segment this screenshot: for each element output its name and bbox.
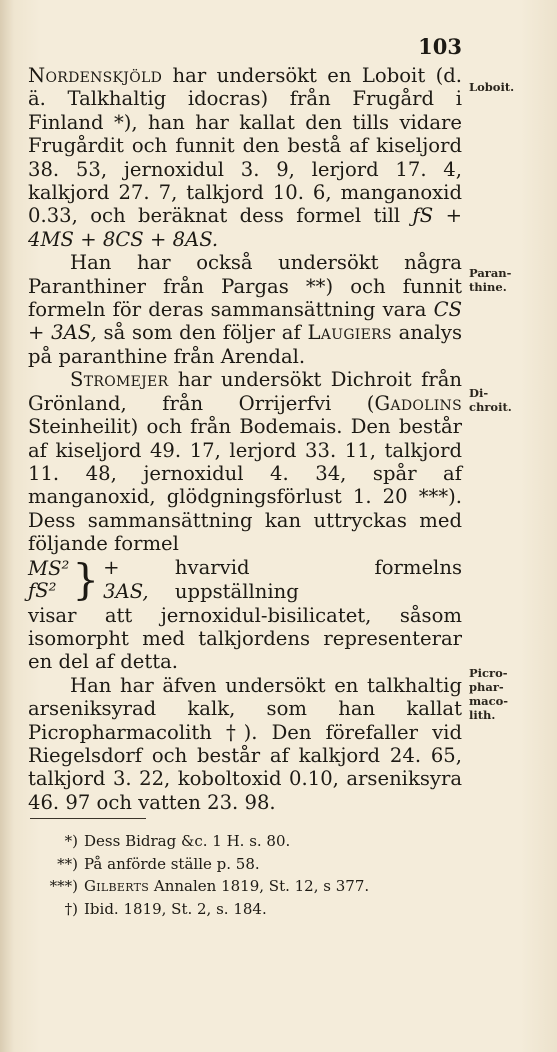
main-text [28,64,462,814]
formula-block [28,556,462,604]
formula-stack [28,558,69,602]
brace-symbol: } [72,554,100,604]
formula-stack-top: MS² [28,556,70,580]
footnotes [30,830,450,920]
formula: + 3AS, [103,556,149,603]
formula-stack-bottom: ƒS² [28,578,57,602]
footnote-mark: *) [64,832,78,850]
page-number: 103 [418,34,462,59]
footnote-text: På anförde ställe p. 58. [84,854,260,873]
formula: ƒS + 4MS [28,204,462,251]
footnote-text: Annalen 1819, St. 12, s 377. [153,877,370,895]
footnote-mark: †) [64,899,78,918]
paragraph-text-continued: hvarvid formelns uppställning [174,556,462,603]
formula: CS + 3AS, [28,298,462,345]
paragraph-text: Han har äfven undersökt en talkhaltig arseniksyrad kalk, som han kallat Picropharmacolith †). Den förefaller vid Riegelsdorf och består af kalkjord 24. 65, talkjord 3. 22, koboltoxid 0.10, arseniksyra 46. 97 och vatten 23. 98. [28,673,462,814]
paragraph-text: så som den följer af [103,321,301,345]
margin-note: phar- [469,680,504,694]
paragraph-dichroit [28,368,462,555]
margin-note: Paran- [469,266,512,280]
paragraph-picropharmacolith [28,674,462,814]
formula: + 8CS + 8AS. [80,227,219,251]
paragraph-text: har undersökt Dichroit från Grönland, från Orrijerfvi ( [28,368,462,415]
margin-note: thine. [469,280,507,294]
paragraph-dichroit-continued: visar att jernoxidul-bisilicatet, såsom isomorpht med talkjordens representerar en del af detta. [28,603,462,674]
paragraph-text: Han har också undersökt några Paranthiner från Pargas **) och funnit formeln för deras sammansättning vara [28,251,462,322]
footnote-mark: **) [57,854,78,873]
footnote [30,898,450,921]
paragraph-text: Steinheilit) och från Bodemais. Den består af kiseljord 49. 17, lerjord 33. 11, talkjord 11. 48, jernoxidul 4. 34, spår af manganoxid, glödgningsförlust 1. 20 ***). Dess sammansättning kan uttryckas med följande formel [28,415,462,556]
margin-note: maco- [469,694,509,708]
margin-note: chroit. [469,400,512,414]
paragraph-paranthine [28,251,462,368]
margin-note: Loboit. [469,80,515,94]
footnote [30,853,450,876]
paragraph-loboit [28,64,462,251]
paragraph-text: har undersökt en Loboit (d. ä. Talkhaltig idocras) från Frugård i Finland *), han har kallat den tills vidare Frugårdit och funnit den bestå af kiseljord 38. 53, jernoxidul 3. 9, lerjord 17. 4, kalkjord 27. 7, talkjord 10. 6, manganoxid 0.33, och beräknat dess formel till [28,64,462,228]
margin-note: lith. [469,708,496,722]
paragraph-text: analys på paranthine från Arendal. [28,321,463,368]
footnote-text: Ibid. 1819, St. 2, s. 184. [84,899,267,918]
footnote-text: Dess Bidrag &c. 1 H. s. 80. [84,832,291,850]
margin-note: Di- [469,386,489,400]
author-name: Gilberts [84,877,150,895]
author-name: Laugiers [307,321,392,345]
author-name: Stromejer [70,368,169,392]
footnote [30,830,450,853]
footnote-mark: ***) [49,877,78,895]
margin-note: Picro- [469,666,508,680]
footnote [30,875,450,898]
footnote-rule [30,818,146,819]
author-name: Gadolins [374,391,462,415]
author-name: Nordenskjöld [28,64,163,87]
